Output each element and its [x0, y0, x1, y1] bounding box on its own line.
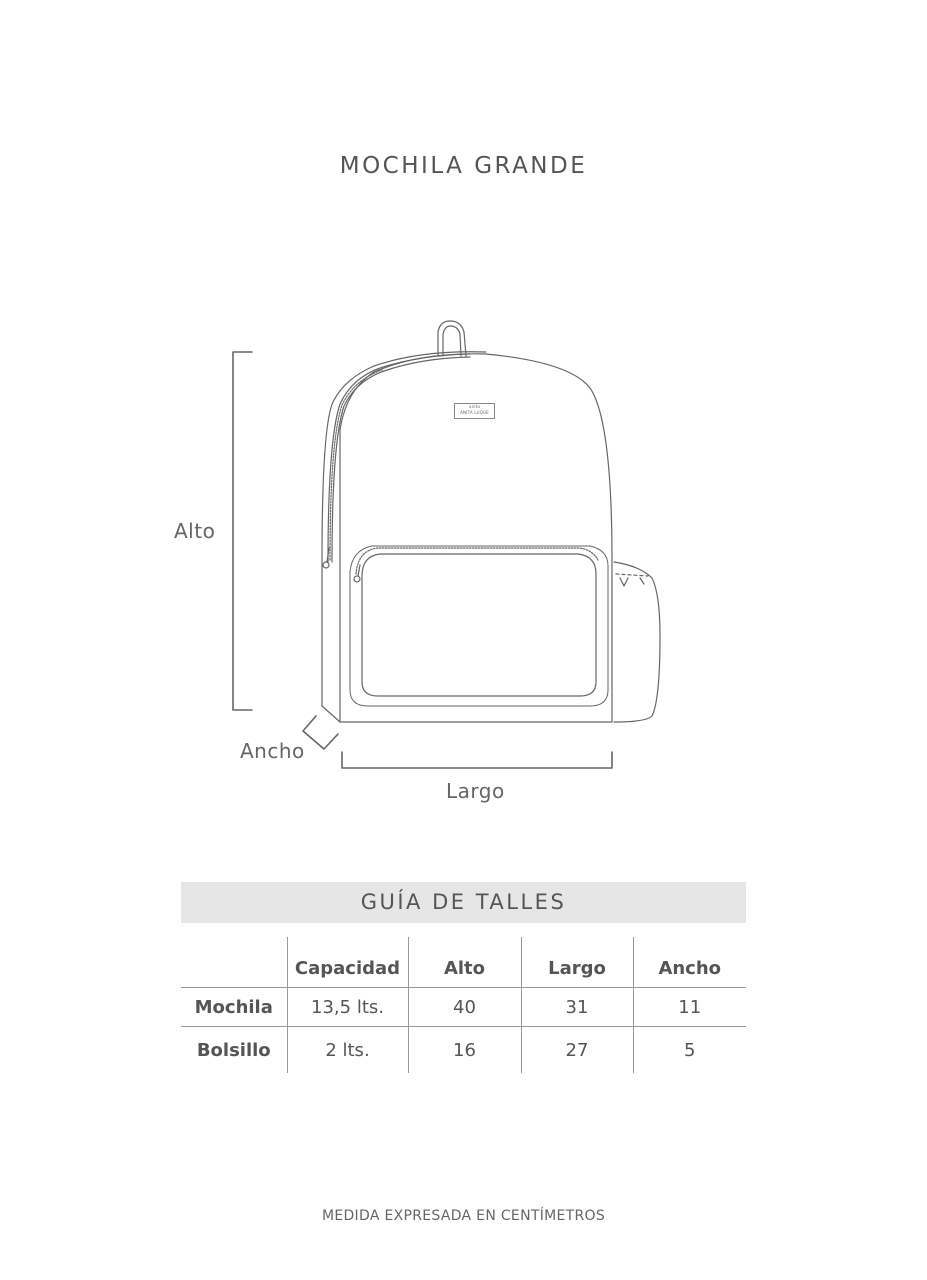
cell-largo: 27	[521, 1027, 633, 1074]
table-row	[181, 1027, 746, 1074]
brand-tag-name: ANITA LUQUE	[460, 410, 489, 415]
cell-ancho: 11	[633, 988, 746, 1027]
width-bracket	[342, 752, 612, 768]
row-label: Bolsillo	[196, 1039, 271, 1061]
column-header-ancho: Ancho	[633, 937, 746, 988]
height-label: Alto	[174, 519, 216, 543]
footnote: MEDIDA EXPRESADA EN CENTÍMETROS	[321, 1208, 606, 1224]
cell-capacity: 13,5 lts.	[287, 988, 408, 1027]
brand-tag-logo: anita	[468, 404, 481, 409]
size-guide-table	[181, 937, 746, 1073]
table-header-row	[181, 937, 746, 988]
side-pocket	[614, 562, 660, 722]
table-row	[181, 988, 746, 1027]
width-label: Largo	[446, 779, 505, 803]
cell-capacity: 2 lts.	[287, 1027, 408, 1074]
cell-alto: 16	[408, 1027, 521, 1074]
column-header-largo: Largo	[521, 937, 633, 988]
column-header-alto: Alto	[408, 937, 521, 988]
cell-largo: 31	[521, 988, 633, 1027]
size-guide-title: GUÍA DE TALLES	[181, 882, 746, 923]
height-bracket	[233, 352, 252, 710]
cell-alto: 40	[408, 988, 521, 1027]
depth-bracket	[303, 716, 338, 749]
front-pocket	[350, 546, 608, 706]
column-header-empty	[181, 937, 287, 988]
cell-ancho: 5	[633, 1027, 746, 1074]
column-header-capacity: Capacidad	[287, 937, 408, 988]
page-title: MOCHILA GRANDE	[339, 153, 588, 179]
row-label: Mochila	[181, 988, 287, 1027]
depth-label: Ancho	[240, 739, 305, 763]
brand-tag	[454, 403, 495, 419]
